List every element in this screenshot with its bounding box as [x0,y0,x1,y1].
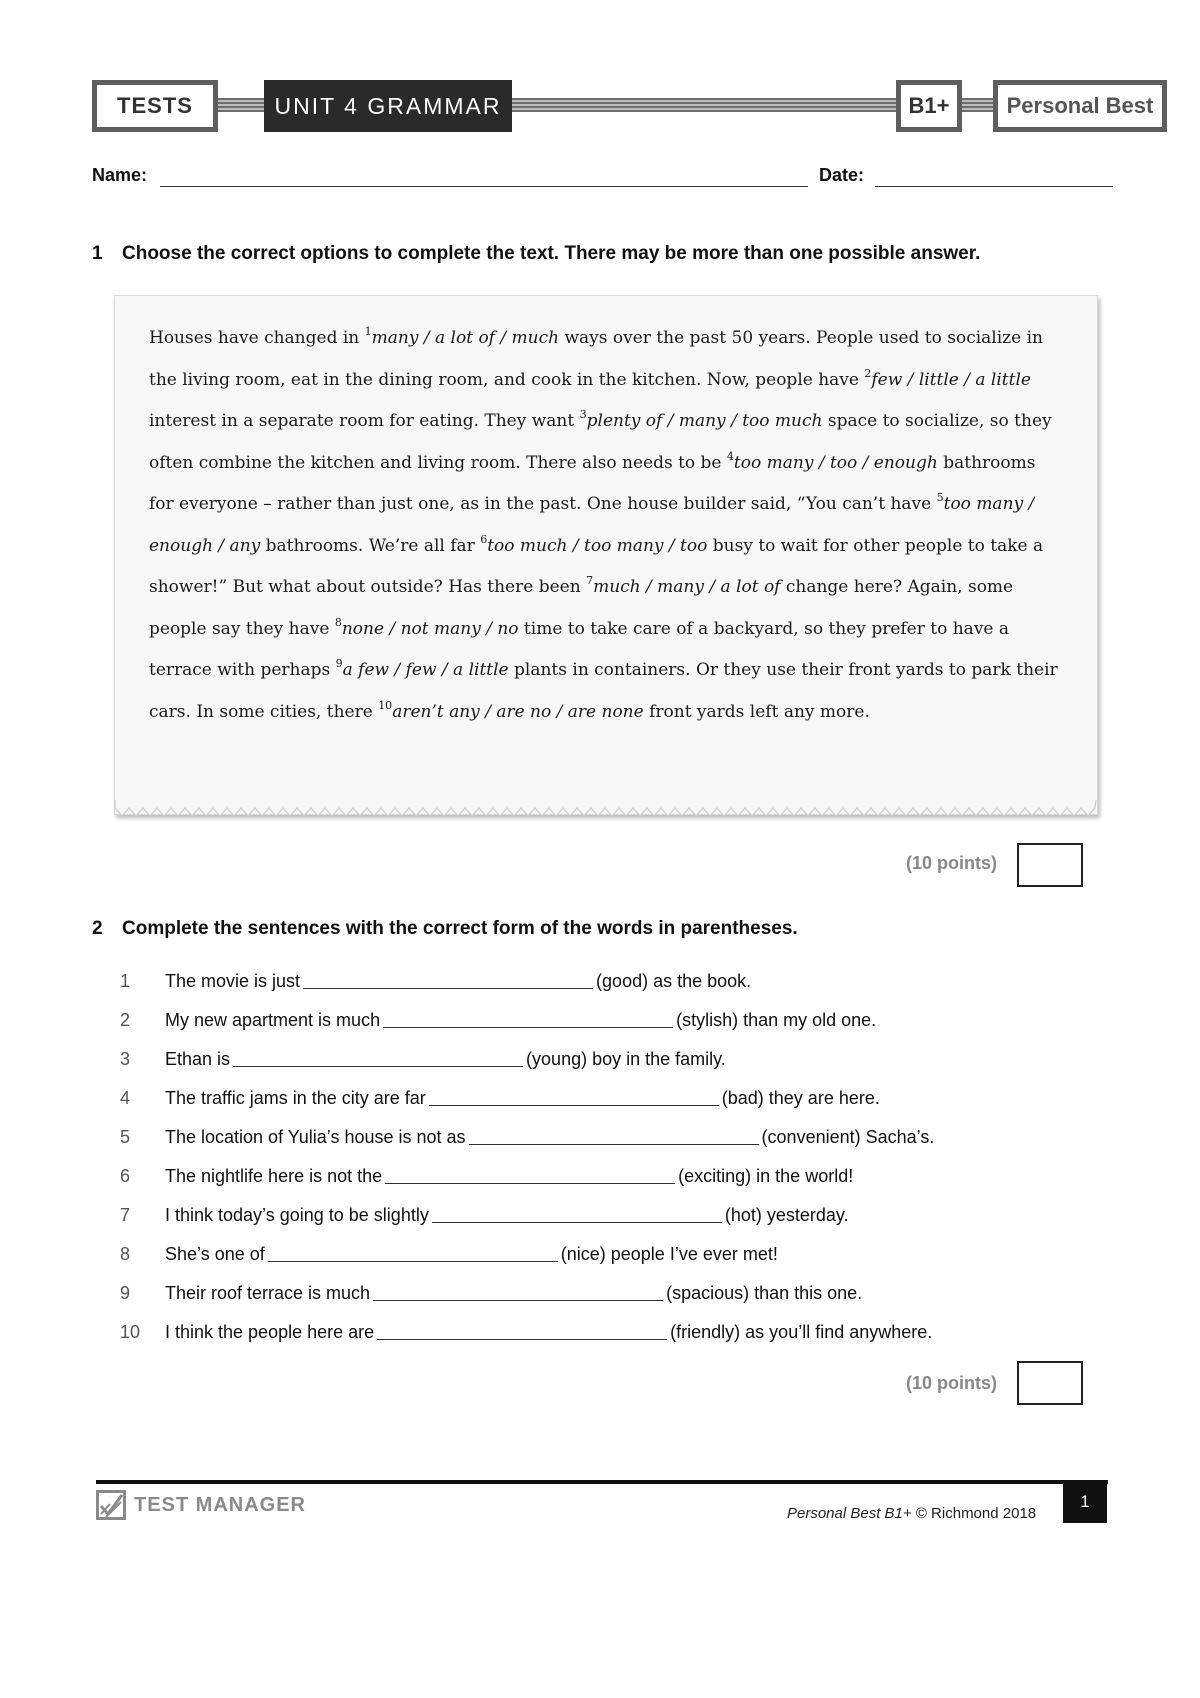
footer-copyright [787,1505,1036,1522]
brand-label: Personal Best [998,85,1162,127]
section2-points: (10 points) [906,1373,998,1393]
section1-instruction: Choose the correct options to complete the text. There may be more than one possible answer. [122,243,981,264]
section1-points: (10 points) [906,853,998,873]
sentence-number: 6 [120,1166,131,1186]
answer-blank[interactable] [373,1286,663,1301]
copyright-rest: © Richmond 2018 [911,1505,1037,1522]
footer-logo [96,1490,306,1520]
passage-segment: busy to wait for other people to take a shower!” But what about outside? Has there been [149,535,1044,597]
brand-logo [993,80,1167,132]
passage-text [149,318,1061,733]
gap-number: 4 [726,449,734,463]
passage-segment: front yards left any more. [643,701,870,722]
answer-options[interactable]: too much / too many / too [487,535,708,556]
sentence-row [120,1313,1080,1352]
sentence-number: 3 [120,1049,131,1069]
passage-segment: interest in a separate room for eating. They want [149,411,580,431]
sentence-row [120,1118,1080,1157]
gap-number: 6 [480,532,488,546]
sentence-end: (convenient) Sacha’s. [761,1127,935,1147]
section2-heading [92,918,798,940]
passage-segment: Houses have changed in [149,328,365,348]
answer-options[interactable]: much / many / a lot of [593,577,781,597]
answer-options[interactable]: a few / few / a little [342,660,509,680]
torn-edge [114,800,1098,824]
gap-number: 9 [335,657,343,670]
sentence-row [120,1001,1080,1040]
sentence-row [120,1157,1080,1196]
date-field[interactable] [875,186,1113,187]
section1-score-box[interactable] [1017,843,1083,887]
passage-segment: ways over the past 50 years. People used to socialize in the living room, eat in the dining room, and cook in the kitchen. Now, people have [149,328,1043,390]
sentence-end: (exciting) in the world! [678,1166,854,1186]
sentence-end: (hot) yesterday. [724,1205,849,1225]
passage-segment: bathrooms. We’re all far [260,535,481,556]
name-field[interactable] [160,186,808,187]
section2-number: 2 [92,918,103,939]
answer-options[interactable]: plenty of / many / too much [586,411,823,431]
answer-blank[interactable] [377,1325,667,1340]
answer-options[interactable]: too many / enough / any [149,494,1035,556]
copyright-title: Personal Best B1+ [787,1505,912,1522]
sentence-row [120,1235,1080,1274]
sentence-row [120,1274,1080,1313]
sentence-end: (young) boy in the family. [526,1049,726,1069]
passage-segment: change here? Again, some people say they have [149,577,1014,639]
sentence-start: The traffic jams in the city are far [165,1088,426,1108]
sentence-row [120,1079,1080,1118]
sentence-end: (bad) they are here. [721,1088,880,1108]
sentence-number: 5 [120,1127,131,1147]
answer-blank[interactable] [303,974,593,989]
footer-logo-text: TEST MANAGER [134,1493,306,1516]
answer-blank[interactable] [469,1130,759,1145]
sentence-row [120,1196,1080,1235]
gap-number: 8 [334,615,342,629]
sentence-start: My new apartment is much [165,1010,381,1030]
passage-segment: space to socialize, so they often combine the kitchen and living room. There also needs to be [149,411,1052,473]
answer-blank[interactable] [383,1013,673,1028]
sentence-row [120,1040,1080,1079]
passage-segment: bathrooms for everyone – rather than just one, as in the past. One house builder said, “You can’t have [149,452,1036,514]
gap-number: 10 [378,698,393,712]
unit-title: UNIT 4 GRAMMAR [264,80,512,132]
torn-edge-line [115,800,1096,816]
answer-options[interactable]: none / not many / no [341,618,519,639]
section1-number: 1 [92,243,103,264]
sentence-number: 2 [120,1010,131,1030]
tests-tag [92,80,218,132]
sentence-list [120,962,1080,1352]
sentence-number: 9 [120,1283,131,1303]
sentence-start: I think the people here are [165,1322,375,1342]
answer-options[interactable]: too many / too / enough [733,452,938,473]
sentence-number: 8 [120,1244,131,1264]
answer-blank[interactable] [432,1208,722,1223]
sentence-row [120,962,1080,1001]
sentence-end: (good) as the book. [596,971,752,991]
gap-number: 2 [864,366,872,380]
sentence-end: (friendly) as you’ll find anywhere. [670,1322,933,1342]
answer-options[interactable]: few / little / a little [871,369,1031,390]
passage-segment: plants in containers. Or they use their front yards to park their cars. In some cities, there [149,660,1058,722]
sentence-start: I think today’s going to be slightly [165,1205,429,1225]
sentence-start: The location of Yulia’s house is not as [165,1127,466,1147]
answer-blank[interactable] [268,1247,558,1262]
checkbox-logo-icon [96,1490,126,1520]
sentence-number: 1 [120,971,131,991]
page-header [92,80,1167,132]
answer-blank[interactable] [233,1052,523,1067]
date-label: Date: [819,165,865,185]
name-label: Name: [92,165,148,185]
sentence-number: 10 [120,1322,141,1342]
level-label: B1+ [901,85,957,127]
tests-label: TESTS [97,85,213,127]
sentence-end: (nice) people I’ve ever met! [560,1244,778,1264]
footer-rule [96,1480,1108,1484]
sentence-start: The movie is just [165,971,301,991]
sentence-start: Ethan is [165,1049,231,1069]
page-number: 1 [1063,1481,1107,1523]
sentence-number: 7 [120,1205,131,1225]
sentence-start: She’s one of [165,1244,265,1264]
gap-number: 1 [364,325,372,338]
gap-number: 7 [586,574,594,587]
sentence-end: (spacious) than this one. [666,1283,863,1303]
sentence-number: 4 [120,1088,131,1108]
answer-blank[interactable] [429,1091,719,1106]
sentence-start: The nightlife here is not the [165,1166,383,1186]
answer-options[interactable]: many / a lot of / much [371,328,560,348]
sentence-end: (stylish) than my old one. [676,1010,877,1030]
sentence-start: Their roof terrace is much [165,1283,371,1303]
gap-number: 5 [936,491,944,504]
section1-heading [92,243,980,265]
passage-segment: time to take care of a backyard, so they prefer to have a terrace with perhaps [149,618,1010,680]
level-tag [896,80,962,132]
gap-number: 3 [579,408,587,421]
answer-blank[interactable] [385,1169,675,1184]
section2-instruction: Complete the sentences with the correct form of the words in parentheses. [122,918,798,939]
answer-options[interactable]: aren’t any / are no / are none [392,701,644,722]
section2-score-box[interactable] [1017,1361,1083,1405]
